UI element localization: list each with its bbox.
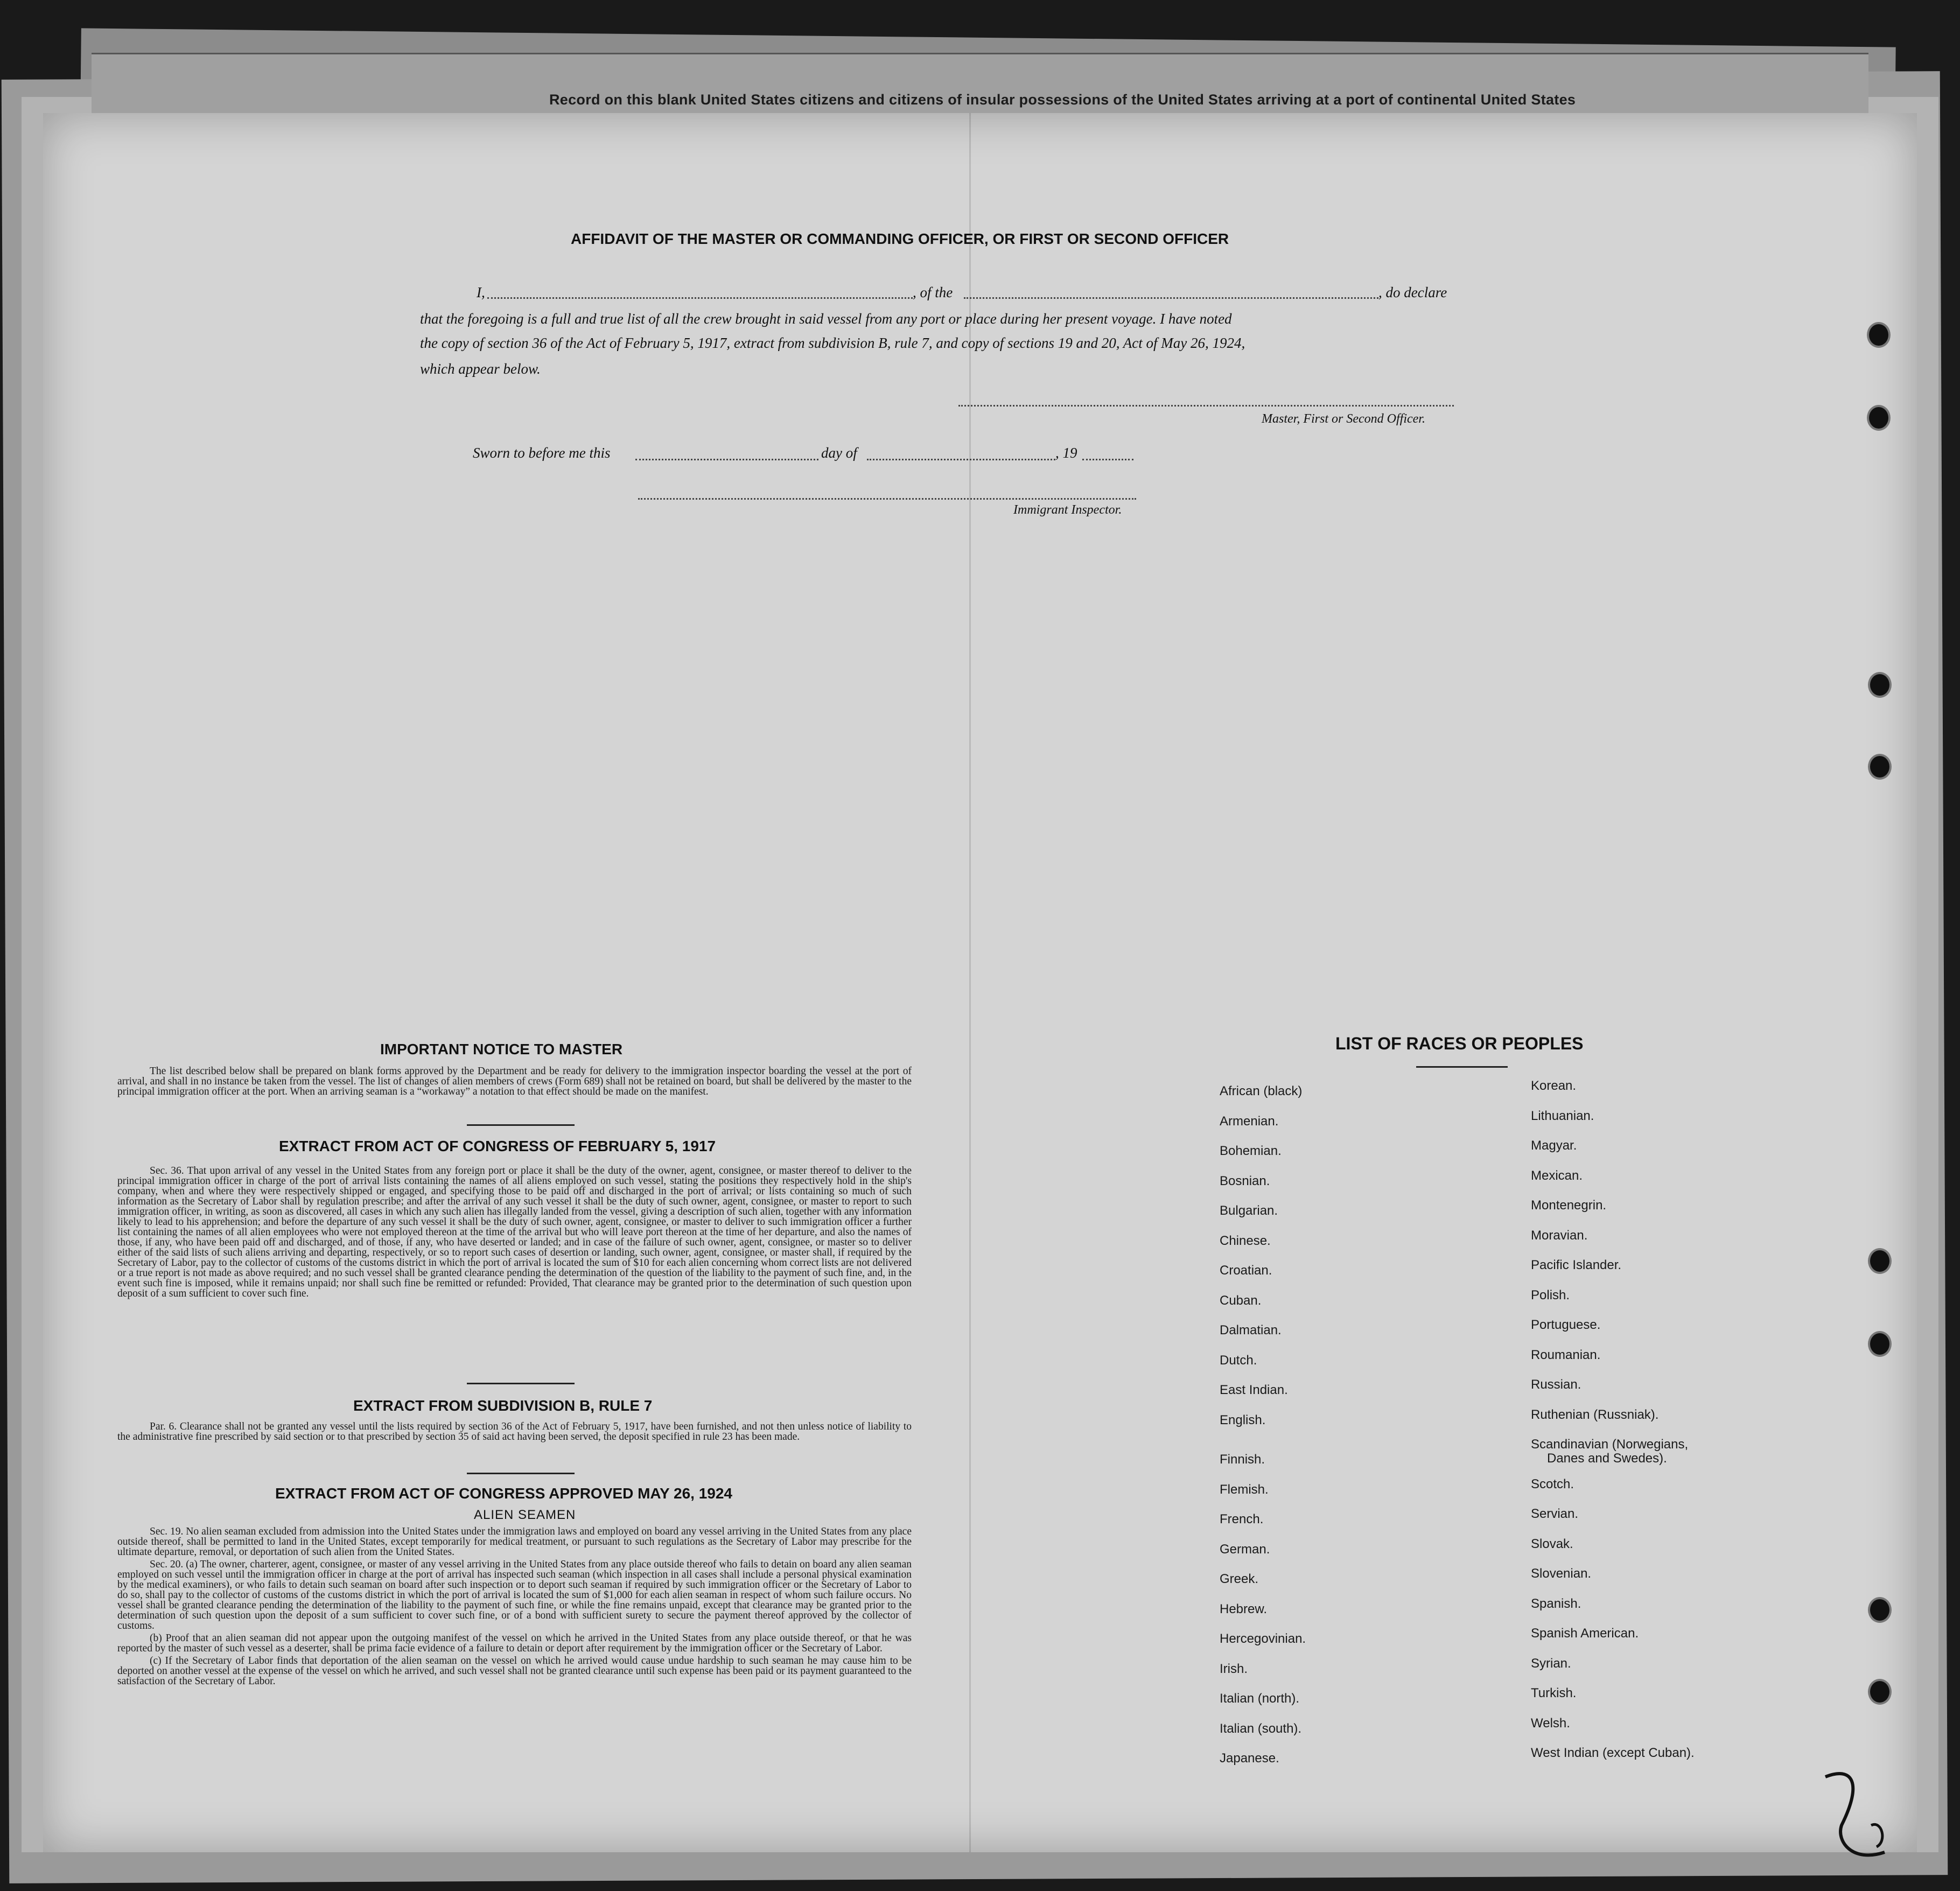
- affidavit-title: AFFIDAVIT OF THE MASTER OR COMMANDING OFFICER, OR FIRST OR SECOND OFFICER: [571, 230, 1229, 247]
- race-item: Portuguese.: [1531, 1318, 1601, 1332]
- race-item: Japanese.: [1220, 1751, 1279, 1766]
- affidavit-line2: that the foregoing is a full and true list of all the crew brought in said vessel from any port or place during her present voyage. I have noted: [420, 311, 1232, 327]
- affidavit-line4: which appear below.: [420, 361, 541, 377]
- punch-hole: [1868, 1597, 1892, 1623]
- punch-hole: [1868, 672, 1892, 698]
- race-item: Spanish.: [1531, 1596, 1581, 1611]
- affidavit-vessel-blank: [964, 297, 1378, 299]
- race-item: Flemish.: [1220, 1482, 1269, 1497]
- race-item: Hercegovinian.: [1220, 1631, 1306, 1646]
- punch-hole: [1868, 1248, 1892, 1274]
- sworn-month-blank: [867, 459, 1055, 460]
- races-title: LIST OF RACES OR PEOPLES: [1335, 1034, 1584, 1053]
- race-item: Magyar.: [1531, 1138, 1577, 1153]
- race-item: Armenian.: [1220, 1113, 1279, 1129]
- rule7-text: [117, 1421, 912, 1444]
- race-item: Finnish.: [1220, 1452, 1265, 1467]
- race-item: Mexican.: [1531, 1168, 1583, 1183]
- sworn-day-blank: [635, 459, 818, 460]
- race-item: Bosnian.: [1220, 1173, 1270, 1188]
- race-item: West Indian (except Cuban).: [1531, 1746, 1695, 1760]
- affidavit-line3: the copy of section 36 of the Act of February 5, 1917, extract from subdivision B, rule 7, and copy of sections 19 and 20, Act of May 26, 1924,: [420, 335, 1245, 351]
- race-item: Scotch.: [1531, 1476, 1574, 1491]
- extract-1917-text: [117, 1166, 912, 1301]
- notice-text: [117, 1066, 912, 1099]
- race-item: Italian (north).: [1220, 1691, 1300, 1706]
- handwritten-mark: [1820, 1761, 1895, 1868]
- par-6-paragraph: Par. 6. Clearance shall not be granted any vessel until the lists required by section 36 of the Act of February 5, 1917, have been furnished, and not then unless notice of liability to the administrative fine prescribed by said section or to that prescribed by section 35 of said act having been served, the deposit specified in rule 23 has been made.: [117, 1421, 912, 1442]
- sec-20c-paragraph: (c) If the Secretary of Labor finds that deportation of the alien seaman on the vessel on which he arrived would cause undue hardship to such seaman he may cause him to be deported on another vessel at the expense of the vessel on which he arrived, and such vessel shall not be granted clearance until such expense has been paid or its payment guaranteed to the satisfaction of the Secretary of Labor.: [117, 1655, 912, 1687]
- race-item: Bulgarian.: [1220, 1203, 1278, 1218]
- race-item: Pacific Islander.: [1531, 1258, 1622, 1272]
- rule7-divider: [467, 1473, 575, 1474]
- inspector-label: Immigrant Inspector.: [1013, 503, 1122, 517]
- affidavit-name-blank: [487, 297, 913, 299]
- race-item: Croatian.: [1220, 1263, 1272, 1278]
- notice-paragraph: The list described below shall be prepared on blank forms approved by the Department and be ready for delivery to the immigration inspector boarding the vessel at the port of arrival, and shall in no instance be taken from the vessel. The list of changes of alien members of crews (Form 689) shall not be retained on board, but shall be delivered by the master to the principal immigration officer at the port. When an arriving seaman is a “workaway” a notation to that effect should be made on the manifest.: [117, 1066, 912, 1097]
- sworn-year-blank: [1082, 459, 1133, 460]
- race-item: Chinese.: [1220, 1233, 1271, 1248]
- extract-1917-divider: [467, 1383, 575, 1384]
- inspector-line: [638, 498, 1136, 500]
- punch-hole: [1868, 754, 1892, 780]
- race-item: Dutch.: [1220, 1353, 1257, 1368]
- race-item: Slovenian.: [1531, 1566, 1592, 1581]
- affidavit-line1-b: , of the: [913, 284, 953, 300]
- notice-title: IMPORTANT NOTICE TO MASTER: [380, 1041, 623, 1057]
- race-item: Bohemian.: [1220, 1144, 1282, 1158]
- extract-1917-title: EXTRACT FROM ACT OF CONGRESS OF FEBRUARY 5, 1917: [279, 1138, 716, 1154]
- race-item: East Indian.: [1220, 1383, 1288, 1397]
- sec-20b-paragraph: (b) Proof that an alien seaman did not appear upon the outgoing manifest of the vessel on which he arrived in the United States from any place outside thereof, or that he was reported by the master of such vessel as a deserter, shall be prima facie evidence of a failure to detain or deport after requirement by the immigration officer or the Secretary of Labor.: [117, 1633, 912, 1654]
- sec-19-paragraph: Sec. 19. No alien seaman excluded from admission into the United States under the immigration laws and employed on board any vessel arriving in the United States from any place outside thereof, shall be permitted to land in the United States, except temporarily for medical treatment, or pursuant to such regulations as the Secretary of Labor may prescribe for the ultimate departure, removal, or deportation of such alien from the United States.: [117, 1526, 912, 1558]
- race-item: Russian.: [1531, 1377, 1581, 1392]
- extract-1924-title: EXTRACT FROM ACT OF CONGRESS APPROVED MAY 26, 1924: [275, 1485, 732, 1502]
- race-item: English.: [1220, 1412, 1266, 1427]
- race-item: African (black): [1220, 1084, 1303, 1098]
- notice-divider: [467, 1124, 575, 1126]
- sworn-text-c: , 19: [1055, 445, 1077, 461]
- race-item: Danes and Swedes).: [1547, 1451, 1667, 1466]
- race-item: Moravian.: [1531, 1228, 1588, 1243]
- race-item: Polish.: [1531, 1287, 1570, 1302]
- races-underline: [1416, 1066, 1508, 1068]
- sec-36-paragraph: Sec. 36. That upon arrival of any vessel in the United States from any foreign port or place it shall be the duty of the owner, agent, consignee, or master thereof to deliver to the principal immigration officer in charge of the port of arrival lists containing the names of all aliens employed on such vessel, stating the positions they respectively hold in the ship's company, when and where they were respectively shipped or engaged, and specifying those to be paid off and discharged in the port of arrival; or lists containing so much of such information as the Secretary of Labor shall by regulation prescribe; and after the arrival of any such vessel it shall be the duty of such owner, agent, consignee, or master to report to such immigration officer, in writing, as soon as discovered, all cases in which any such alien has illegally landed from the vessel, giving a description of such alien, together with any information likely to lead to his apprehension; and before the departure of any such vessel it shall be the duty of such owner, agent, consignee, or master to deliver to such immigration officer a further list containing the names of all alien employees who were not employed thereon at the time of the arrival but who will leave port thereon at the time of her departure, and also the names of those, if any, who have been paid off and discharged, and of those, if any, who have deserted or landed; and in case of the failure of such owner, agent, consignee, or master so to deliver either of the said lists of such aliens arriving and departing, respectively, or so to report such cases of desertion or landing, such owner, agent, consignee, or master shall, if required by the Secretary of Labor, pay to the collector of customs of the customs district in which the port of arrival is located the sum of $10 for each alien concerning whom correct lists are not delivered or a true report is not made as above required; and no such vessel shall be granted clearance pending the determination of the question of the liability to the payment of such fine, and, in the event such fine is imposed, while it remains unpaid; nor shall such fine be remitted or refunded: Provided, That clearance may be granted prior to the determination of such question upon deposit of a sum sufficient to cover such fine.: [117, 1165, 912, 1299]
- signature-line: [958, 405, 1454, 407]
- race-item: Syrian.: [1531, 1656, 1571, 1671]
- punch-hole: [1868, 1331, 1892, 1357]
- punch-hole: [1867, 322, 1891, 348]
- race-item: Montenegrin.: [1531, 1198, 1607, 1213]
- race-item: Roumanian.: [1531, 1347, 1601, 1362]
- punch-hole: [1868, 1679, 1892, 1705]
- race-item: Turkish.: [1531, 1686, 1577, 1700]
- affidavit-line1-a: I,: [477, 284, 485, 300]
- sworn-text-a: Sworn to before me this: [473, 445, 611, 461]
- race-item: Italian (south).: [1220, 1721, 1302, 1736]
- race-item: Korean.: [1531, 1078, 1577, 1093]
- extract-1924-text: [117, 1526, 912, 1689]
- header-note: Record on this blank United States citizens and citizens of insular possessions of the United States arriving at a port of continental United States: [549, 92, 1576, 108]
- race-item: Scandinavian (Norwegians,: [1531, 1437, 1689, 1452]
- race-item: German.: [1220, 1542, 1270, 1557]
- race-item: Irish.: [1220, 1661, 1248, 1676]
- fold-line: [969, 113, 971, 1852]
- race-item: Ruthenian (Russniak).: [1531, 1407, 1659, 1422]
- sec-20a-paragraph: Sec. 20. (a) The owner, charterer, agent, consignee, or master of any vessel arriving in the United States from any place outside thereof who fails to detain on board any alien seaman employed on such vessel until the immigration officer in charge at the port of arrival has inspected such seaman (which inspection in all cases shall include a personal physical examination by the medical examiners), or who fails to detain such seaman on board after such inspection or to deport such seaman if required by such immigration officer or the Secretary of Labor to do so, shall pay to the collector of customs of the customs district in which the port of arrival is located the sum of $1,000 for each alien seaman in respect of whom such failure occurs. No vessel shall be granted clearance pending the determination of the liability to the payment of such fine, or while the fine remains unpaid, except that clearance may be granted prior to the determination of such question upon the deposit of a sum sufficient to cover such fine, or of a bond with sufficient surety to secure the payment thereof approved by the collector of customs.: [117, 1559, 912, 1631]
- alien-seamen-subtitle: ALIEN SEAMEN: [474, 1508, 576, 1522]
- sworn-text-b: day of: [821, 445, 857, 461]
- race-item: Servian.: [1531, 1507, 1579, 1521]
- race-item: Slovak.: [1531, 1536, 1573, 1551]
- race-item: Cuban.: [1220, 1293, 1262, 1308]
- header-strip: [92, 53, 1868, 119]
- affidavit-line1-c: , do declare: [1378, 284, 1447, 300]
- race-item: Dalmatian.: [1220, 1323, 1282, 1337]
- punch-hole: [1867, 405, 1891, 431]
- race-item: Lithuanian.: [1531, 1108, 1594, 1123]
- race-item: Hebrew.: [1220, 1601, 1268, 1616]
- race-item: French.: [1220, 1512, 1264, 1526]
- signature-label: Master, First or Second Officer.: [1262, 412, 1425, 426]
- race-item: Spanish American.: [1531, 1626, 1639, 1641]
- race-item: Welsh.: [1531, 1715, 1570, 1731]
- race-item: Greek.: [1220, 1572, 1259, 1586]
- rule7-title: EXTRACT FROM SUBDIVISION B, RULE 7: [353, 1397, 653, 1414]
